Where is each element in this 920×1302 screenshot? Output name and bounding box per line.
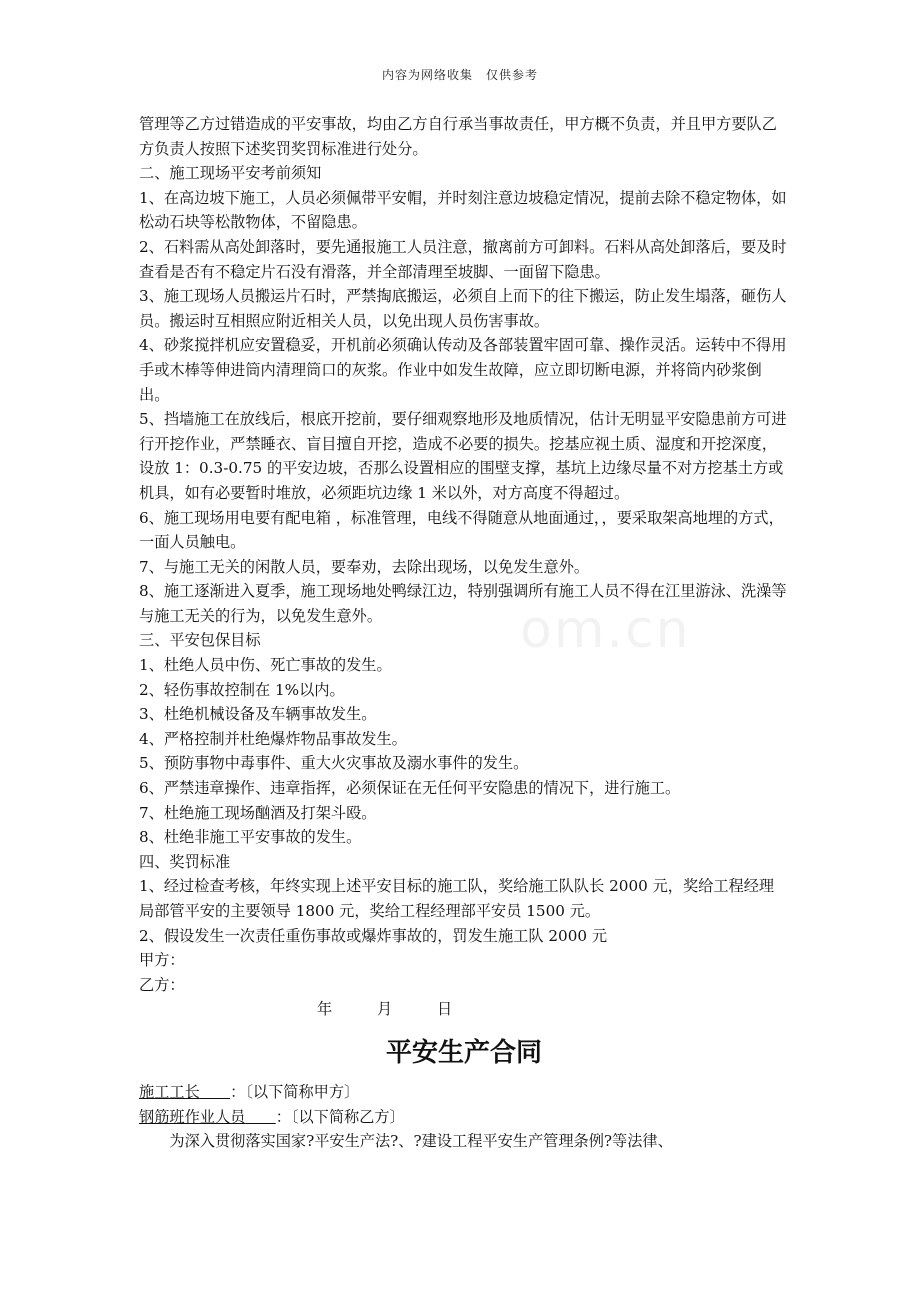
paragraph: 7、杜绝施工现场酗酒及打架斗殴。: [139, 803, 377, 822]
paragraph: 管理等乙方过错造成的平安事故，均由乙方自行承当事故责任，甲方概不负责，并且甲方要队乙方负责人按照下述奖罚奖罚标准进行处分。: [139, 115, 777, 158]
paragraph: 5、挡墙施工在放线后，根底开挖前，要仔细观察地形及地质情况，估计无明显平安隐患前方可进行开挖作业，严禁睡衣、盲目擅自开挖，造成不必要的损失。挖基应视土质、湿度和开挖深度，设放 1：0.3-0.75 的平安边坡，否那么设置相应的围壁支撑，基坑上边缘尽量不对方挖基土方或机具，如有必要暂时堆放，必须距坑边缘 1 米以外，对方高度不得超过。: [139, 410, 787, 502]
party-b-name: 钢筋班作业人员: [139, 1107, 246, 1126]
date-line: [139, 997, 789, 1022]
paragraph: 3、杜绝机械设备及车辆事故发生。: [139, 705, 377, 724]
paragraph: 4、严格控制并杜绝爆炸物品事故发生。: [139, 729, 407, 748]
paragraph: 1、杜绝人员中伤、死亡事故的发生。: [139, 656, 392, 675]
page-header: 内容为网络收集 仅供参考: [381, 68, 538, 82]
watermark: om.cn: [520, 600, 691, 660]
signature-party-a: 甲方：: [139, 951, 185, 970]
party-b-line: [139, 1105, 789, 1130]
date-month: 月: [377, 1000, 395, 1019]
date-day: 日: [437, 1000, 455, 1019]
paragraph: 2、假设发生一次责任重伤事故或爆炸事故的，罚发生施工队 2000 元: [139, 926, 608, 945]
paragraph: 4、砂浆搅拌机应安置稳妥，开机前必须确认传动及各部装置牢固可靠、操作灵活。运转中不得用手或木棒等伸进筒内清理筒口的灰浆。作业中如发生故障，应立即切断电源，并将筒内砂浆倒出。: [139, 336, 787, 404]
paragraph: 7、与施工无关的闲散人员，要奉劝，去除出现场，以免发生意外。: [139, 557, 590, 576]
party-a-line: [139, 1080, 789, 1105]
intro-paragraph: 为深入贯彻落实国家?平安生产法?、?建设工程平安生产管理条例?等法律、: [169, 1132, 673, 1151]
paragraph: 3、施工现场人员搬运片石时，严禁掏底搬运，必须自上而下的往下搬运，防止发生塌落，砸伤人员。搬运时互相照应附近相关人员，以免出现人员伤害事故。: [139, 287, 787, 330]
signature-party-b: 乙方：: [139, 975, 185, 994]
document-body: [139, 112, 789, 1154]
paragraph: 2、轻伤事故控制在 1%以内。: [139, 680, 345, 699]
paragraph: 5、预防事物中毒事件、重大火灾事故及溺水事件的发生。: [139, 754, 529, 773]
paragraph: 6、施工现场用电要有配电箱 ，标准管理，电线不得随意从地面通过，，要采取架高地埋的方式，一面人员触电。: [139, 508, 784, 552]
party-b-suffix: ：〔以下简称乙方〕: [275, 1107, 405, 1126]
paragraph: 6、严禁违章操作、违章指挥，必须保证在无任何平安隐患的情况下，进行施工。: [139, 779, 681, 798]
section-heading: 三、平安包保目标: [139, 631, 261, 650]
date-year: 年: [317, 1000, 335, 1019]
section-heading: 二、施工现场平安考前须知: [139, 164, 322, 183]
contract-title: 平安生产合同: [385, 1037, 542, 1068]
party-a-name: 施工工长: [139, 1082, 200, 1101]
paragraph: 1、经过检查考核，年终实现上述平安目标的施工队，奖给施工队队长 2000 元，奖给工程经理局部管平安的主要领导 1800 元，奖给工程经理部平安员 1500 元。: [139, 877, 775, 920]
paragraph: 1、在高边坡下施工，人员必须佩带平安帽，并时刻注意边坡稳定情况，提前去除不稳定物体，如松动石块等松散物体，不留隐患。: [139, 188, 787, 232]
paragraph: 2、石料需从高处卸落时，要先通报施工人员注意，撤离前方可卸料。石料从高处卸落后，要及时查看是否有不稳定片石没有滑落，并全部清理至坡脚、一面留下隐患。: [139, 237, 787, 281]
paragraph: 8、杜绝非施工平安事故的发生。: [139, 828, 362, 847]
party-a-suffix: ：〔以下简称甲方〕: [230, 1082, 360, 1101]
paragraph: 8、施工逐渐进入夏季，施工现场地处鸭绿江边，特别强调所有施工人员不得在江里游泳、洗澡等与施工无关的行为，以免发生意外。: [139, 582, 787, 625]
section-heading: 四、奖罚标准: [139, 852, 231, 871]
